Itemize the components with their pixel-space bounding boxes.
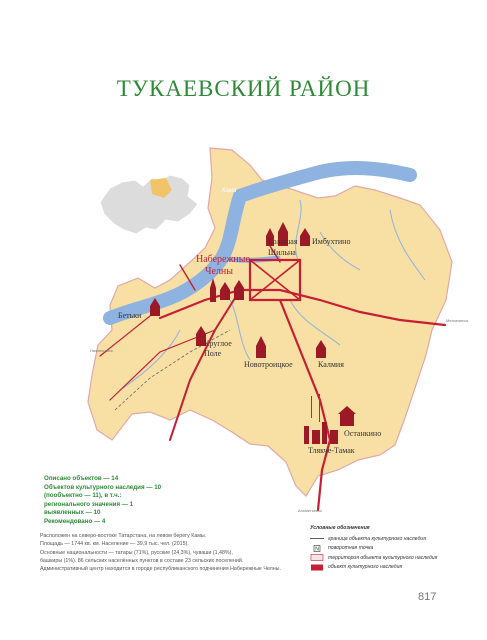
legend-label: граница объекта культурного наследия xyxy=(328,535,426,542)
stat-line: Описано объектов — 14 xyxy=(44,475,119,482)
stat-line: (пообъектно — 11), в т.ч.: xyxy=(44,492,122,500)
place-label-ostankino: Останкино xyxy=(344,429,382,438)
stat-line: Объектов культурного наследия — 10 xyxy=(44,483,162,491)
place-label-tlyakhche-tamak: Тлякче-Тамак xyxy=(308,446,355,455)
stat-line: регионального значения — 1 xyxy=(44,500,134,508)
stat-line: Рекомендовано — 4 xyxy=(44,517,106,525)
turn-point-icon xyxy=(310,545,324,552)
place-label-krugloe-pole-line2: Поле xyxy=(204,349,222,358)
description-line: Административный центр находится в городе республиканского подчинения Набережные Челны. xyxy=(40,566,281,573)
stat-line: выявленных — 10 xyxy=(44,509,101,517)
territory-icon xyxy=(310,554,324,561)
place-label-beteki: Бетьки xyxy=(118,311,142,320)
statistics-block xyxy=(44,475,161,527)
legend-label: поворотная точка xyxy=(328,545,374,552)
kama-river-label: Кама xyxy=(222,188,237,194)
place-label-kalmiya: Калмия xyxy=(318,360,344,369)
description-line: Расположен на северо-востоке Татарстана, на левом берегу Камы. xyxy=(40,533,207,539)
place-label-imbyukhtino: Имбухтино xyxy=(312,237,351,246)
legend-item xyxy=(310,544,437,554)
description-line: башкиры (1%). 86 сельских населённых пунктов в составе 23 сельских поселений. xyxy=(40,557,244,564)
description-line: Основные национальности — татары (71%), русские (24,3%), чуваши (1,48%), xyxy=(40,549,233,556)
legend-title: Условные обозначения xyxy=(310,525,370,531)
border-line-icon xyxy=(310,535,324,542)
road-label-nizhnekamsk: Нижнекамск xyxy=(90,348,113,353)
place-label-novotroitskoe: Новотроицкое xyxy=(244,360,293,369)
description-line: Площадь — 1744 кв. км. Население — 39,9 тыс. чел. (2015). xyxy=(40,541,189,548)
legend-item xyxy=(310,553,437,563)
place-label-bolshaya-shilna-line2: Шильна xyxy=(268,248,296,257)
city-label-line2: Челны xyxy=(205,266,233,277)
road-label-menzelinsk: Мензелинск xyxy=(446,318,469,323)
legend-item xyxy=(310,534,437,544)
city-label-line1: Набережные xyxy=(196,254,250,265)
map-legend xyxy=(310,525,437,572)
page-title: ТУКАЕВСКИЙ РАЙОН xyxy=(116,76,371,101)
district-description xyxy=(40,532,310,573)
road-label-almetyevsk: Альметьевск xyxy=(298,508,322,513)
place-label-krugloe-pole-line1: Круглое xyxy=(204,339,232,348)
object-icon xyxy=(310,564,324,571)
svg-text:N: N xyxy=(315,546,319,552)
legend-label: территория объекта культурного наследия xyxy=(328,554,438,561)
tatarstan-inset-map xyxy=(100,175,198,234)
legend-label: объект культурного наследия xyxy=(328,564,403,571)
legend-item xyxy=(310,563,437,573)
place-label-bolshaya-shilna-line1: Большая xyxy=(268,237,298,246)
page-number: 817 xyxy=(418,591,437,603)
